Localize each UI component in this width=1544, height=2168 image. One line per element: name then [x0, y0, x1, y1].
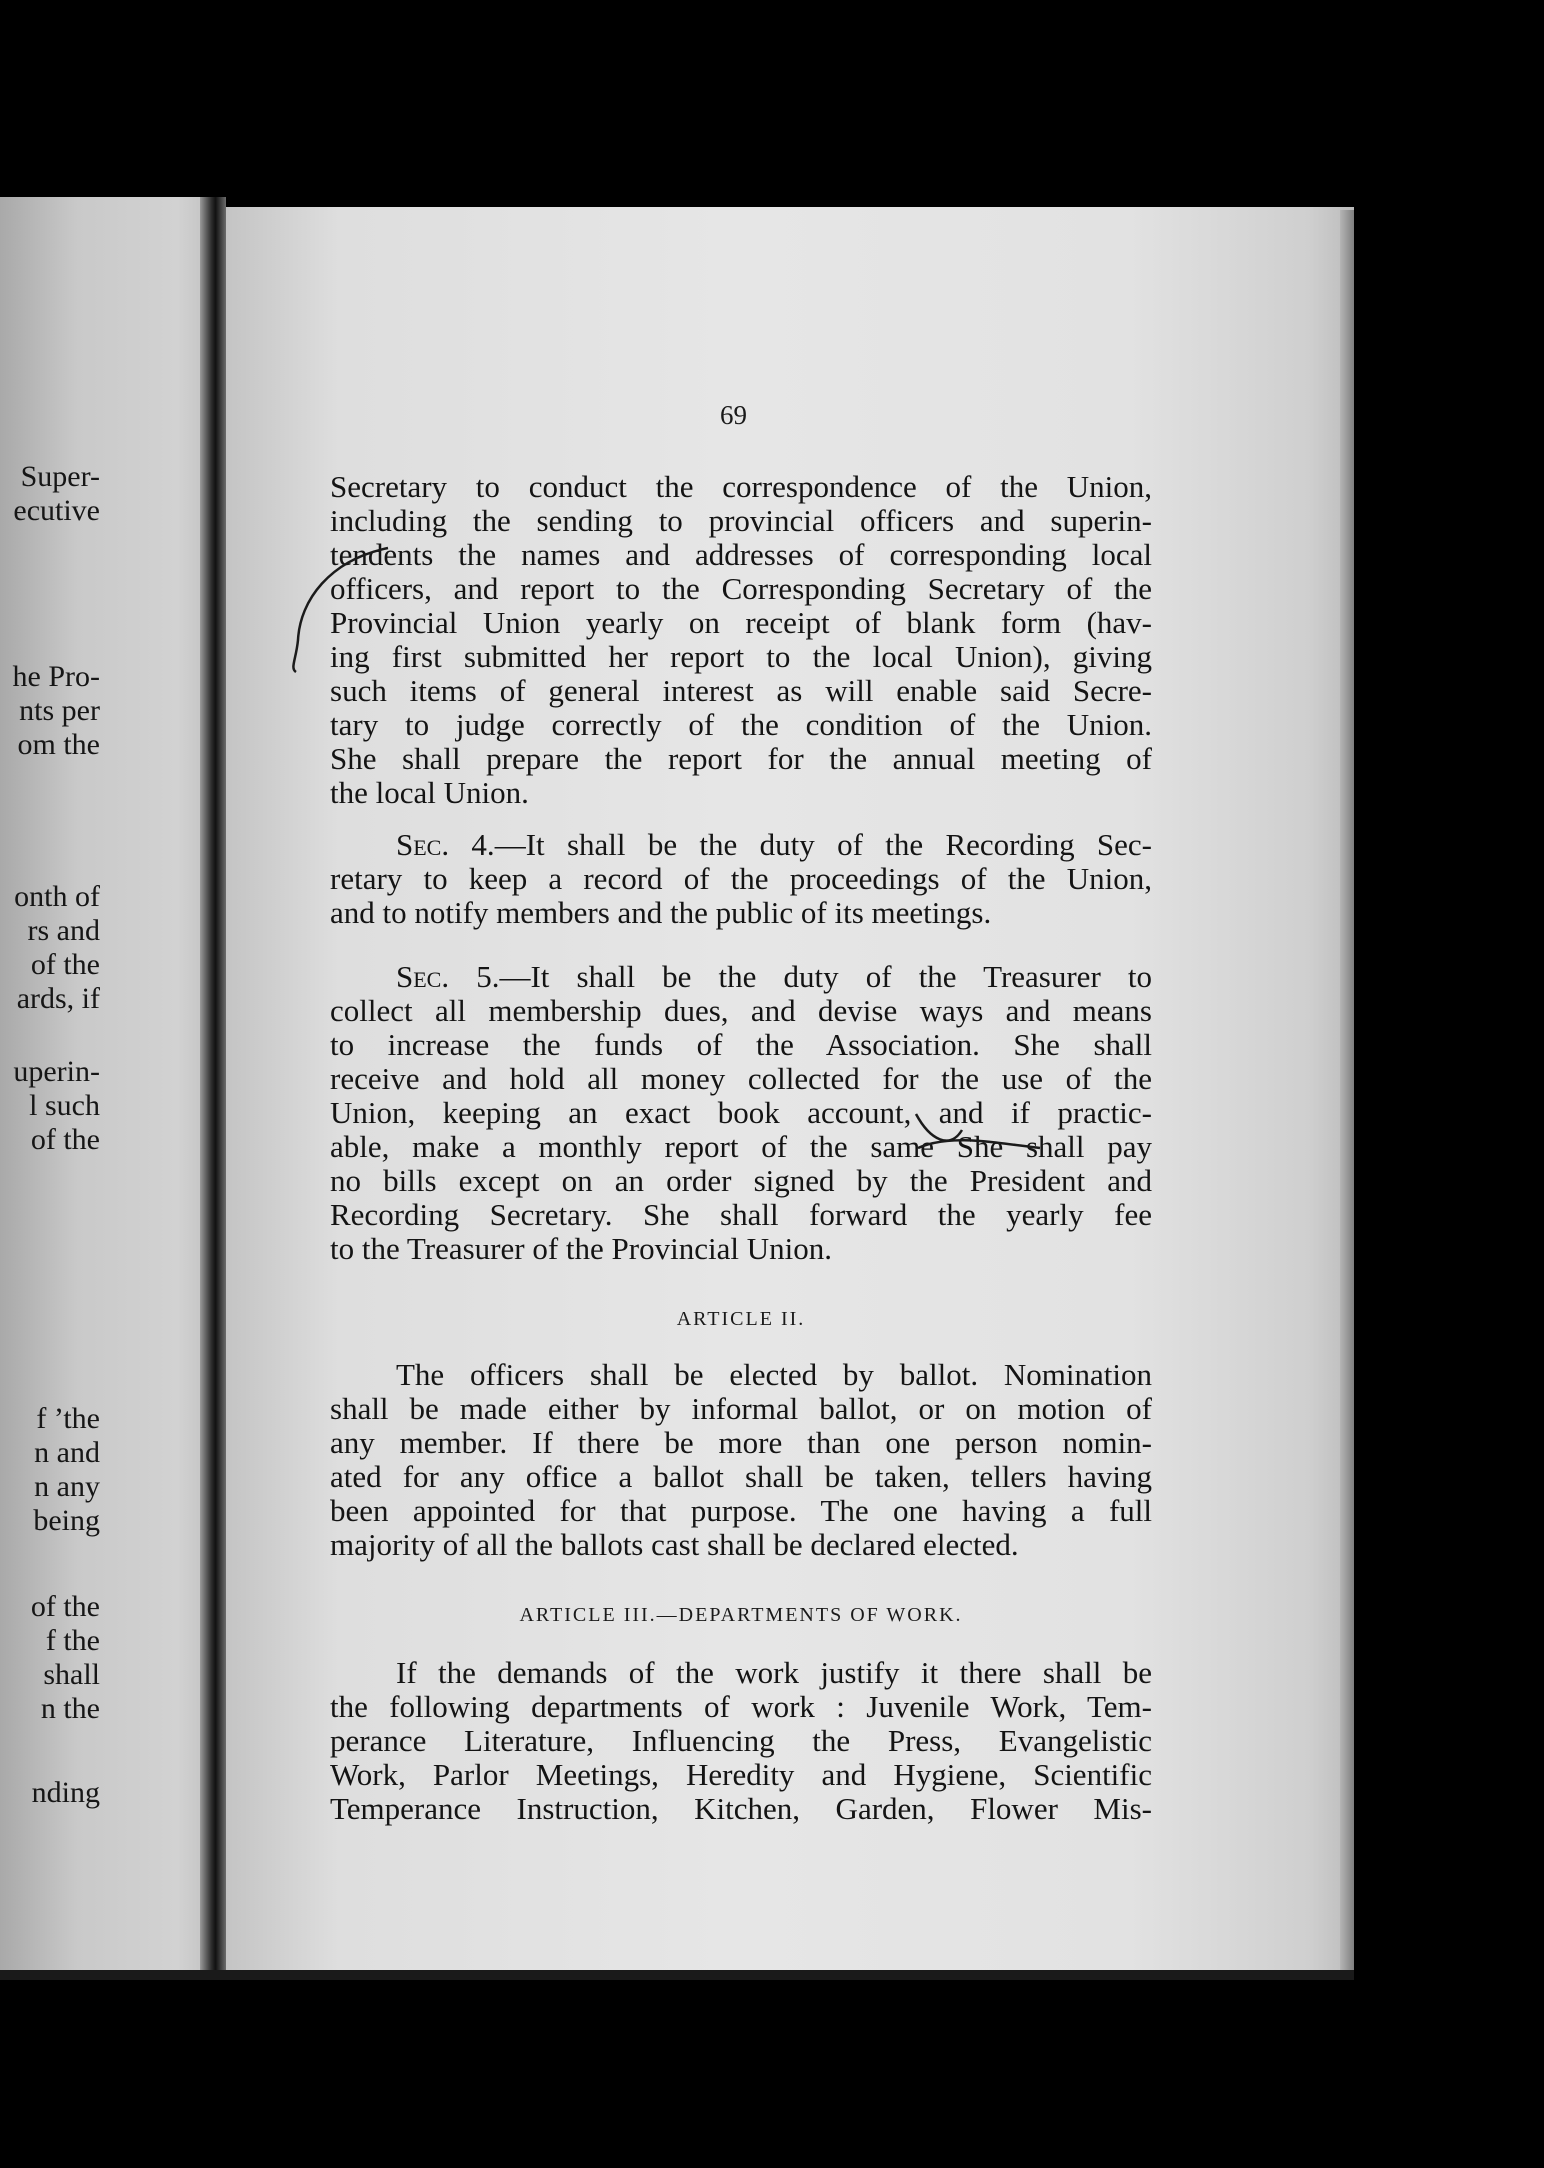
- text-line: officers, and report to the Corresponding Secretary of the: [330, 571, 1152, 606]
- left-fragment: uperin-: [13, 1055, 100, 1088]
- section-5-first-line: [396, 960, 1152, 994]
- text-line: to increase the funds of the Association. She shall: [330, 1027, 1152, 1062]
- page-edge: [1340, 210, 1354, 1975]
- section-text: —It shall be the duty of the Recording Sec-: [494, 827, 1152, 862]
- left-fragment: onth of: [14, 880, 100, 913]
- left-fragment: of the: [30, 948, 100, 981]
- text-line: ing first submitted her report to the local Union), giving: [330, 639, 1152, 674]
- text-line: the local Union.: [330, 775, 529, 810]
- text-line: such items of general interest as will enable said Secre-: [330, 673, 1152, 708]
- left-fragment: n the: [40, 1692, 100, 1725]
- text-line: shall be made either by informal ballot, or on motion of: [330, 1391, 1152, 1426]
- text-line: collect all membership dues, and devise ways and means: [330, 993, 1152, 1028]
- text-line: been appointed for that purpose. The one having a full: [330, 1493, 1152, 1528]
- section-text: —It shall be the duty of the Treasurer to: [499, 959, 1152, 994]
- left-fragment: Super-: [20, 460, 100, 493]
- left-fragment: l such: [29, 1089, 100, 1122]
- text-line: Provincial Union yearly on receipt of blank form (hav-: [330, 605, 1152, 640]
- text-line: Temperance Instruction, Kitchen, Garden, Flower Mis-: [330, 1791, 1152, 1826]
- text-line: and to notify members and the public of its meetings.: [330, 895, 992, 930]
- text-line: any member. If there be more than one person nomin-: [330, 1425, 1152, 1460]
- text-line: to the Treasurer of the Provincial Union.: [330, 1231, 832, 1266]
- text-line: If the demands of the work justify it there shall be: [396, 1655, 1152, 1690]
- text-line: She shall prepare the report for the annual meeting of: [330, 741, 1152, 776]
- left-fragment: of the: [30, 1123, 100, 1156]
- text-line: perance Literature, Influencing the Press, Evangelistic: [330, 1723, 1152, 1758]
- article-heading: ARTICLE III.—DEPARTMENTS OF WORK.: [519, 1604, 963, 1626]
- text-line: retary to keep a record of the proceedings of the Union,: [330, 861, 1152, 896]
- section-4-first-line: [396, 828, 1152, 862]
- text-line: no bills except on an order signed by the President and: [330, 1163, 1152, 1198]
- text-line: ated for any office a ballot shall be taken, tellers having: [330, 1459, 1152, 1494]
- text-line: including the sending to provincial officers and superin-: [330, 503, 1152, 538]
- left-fragment: n any: [34, 1470, 100, 1503]
- left-fragment: n and: [34, 1436, 100, 1469]
- text-line: able, make a monthly report of the same She shall pay: [330, 1129, 1152, 1164]
- left-fragment: f the: [45, 1624, 100, 1657]
- section-label: Sec. 5.: [396, 959, 500, 994]
- text-line: the following departments of work : Juvenile Work, Tem-: [330, 1689, 1152, 1724]
- book-gutter: [200, 197, 226, 1977]
- left-fragment: nts per: [19, 694, 100, 727]
- article-heading: ARTICLE II.: [676, 1308, 806, 1330]
- text-line: Work, Parlor Meetings, Heredity and Hygiene, Scientific: [330, 1757, 1152, 1792]
- text-line: tary to judge correctly of the condition of the Union.: [330, 707, 1152, 742]
- left-fragment: f ’the: [36, 1402, 100, 1435]
- text-line: Recording Secretary. She shall forward the yearly fee: [330, 1197, 1152, 1232]
- left-fragment: he Pro-: [12, 660, 100, 693]
- text-line: receive and hold all money collected for the use of the: [330, 1061, 1152, 1096]
- left-fragment: ards, if: [16, 982, 100, 1015]
- left-fragment: of the: [30, 1590, 100, 1623]
- page-number: 69: [720, 400, 747, 430]
- text-line: Secretary to conduct the correspondence of the Union,: [330, 469, 1152, 504]
- text-line: The officers shall be elected by ballot. Nomination: [396, 1357, 1152, 1392]
- text-line: majority of all the ballots cast shall be declared elected.: [330, 1527, 1019, 1562]
- left-fragment: being: [33, 1504, 100, 1537]
- left-fragment: shall: [43, 1658, 100, 1691]
- text-line: Union, keeping an exact book account, and if practic-: [330, 1095, 1152, 1130]
- left-fragment: nding: [31, 1776, 100, 1809]
- left-fragment: om the: [17, 728, 100, 761]
- page-bottom-edge: [0, 1970, 1354, 1980]
- section-label: Sec. 4.: [396, 827, 495, 862]
- left-fragment: rs and: [27, 914, 100, 947]
- left-fragment: ecutive: [13, 494, 100, 527]
- text-line: tendents the names and addresses of corresponding local: [330, 537, 1152, 572]
